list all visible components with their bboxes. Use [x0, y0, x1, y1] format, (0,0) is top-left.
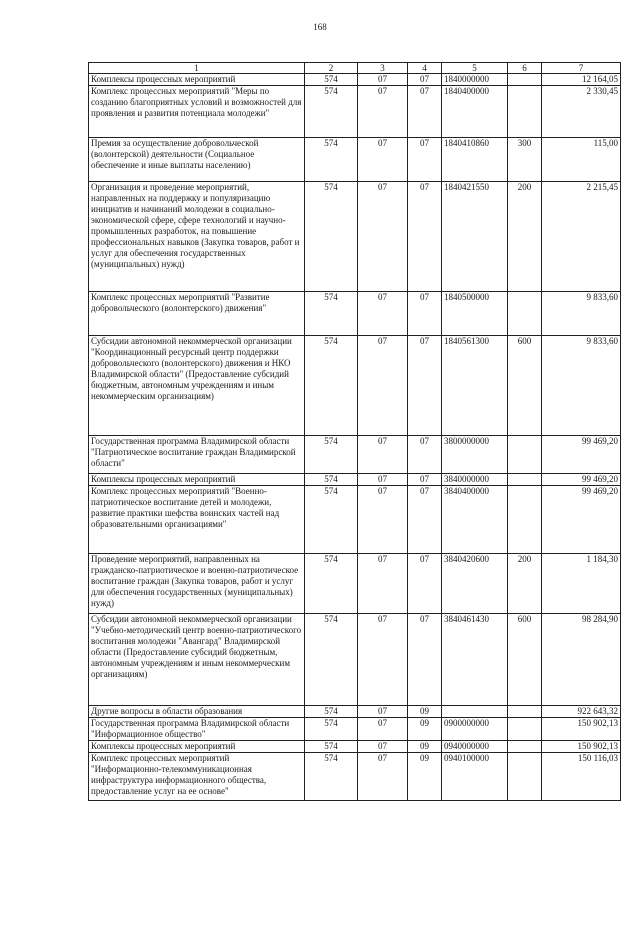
expense-type-code: [508, 436, 542, 474]
expense-type-code: [508, 718, 542, 741]
target-article-code: 3800000000: [442, 436, 508, 474]
table-row: [89, 486, 621, 554]
subsection-code: 07: [408, 74, 442, 86]
ministry-code: 574: [305, 486, 358, 554]
subsection-code: 07: [408, 474, 442, 486]
subsection-code: 07: [408, 614, 442, 706]
table-row: [89, 138, 621, 182]
section-code: 07: [358, 436, 408, 474]
table-row: [89, 336, 621, 436]
expense-type-code: [508, 86, 542, 138]
ministry-code: 574: [305, 741, 358, 753]
ministry-code: 574: [305, 554, 358, 614]
table-row: [89, 706, 621, 718]
table-row: [89, 74, 621, 86]
row-name: Субсидии автономной некоммерческой организации "Учебно-методический центр военно-патриотического воспитания молодежи "Авангард" Владимирской области (Предоставление субсидий бюджетным, автономным учреждениям и иным некоммерческим организациям): [89, 614, 305, 706]
subsection-code: 09: [408, 706, 442, 718]
section-code: 07: [358, 86, 408, 138]
section-code: 07: [358, 718, 408, 741]
subsection-code: 07: [408, 436, 442, 474]
table-row: [89, 614, 621, 706]
amount-value: 99 469,20: [542, 486, 621, 554]
row-name: Другие вопросы в области образования: [89, 706, 305, 718]
section-code: 07: [358, 138, 408, 182]
ministry-code: 574: [305, 706, 358, 718]
section-code: 07: [358, 486, 408, 554]
ministry-code: 574: [305, 753, 358, 801]
column-header: 6: [508, 63, 542, 74]
row-name: Организация и проведение мероприятий, направленных на поддержку и популяризацию инициатив и начинаний молодежи в социально-экономической сфере, сфере технологий и научно-промышленных разработок, на повышение профессиональных навыков (Закупка товаров, работ и услуг для обеспечения государственных (муниципальных) нужд): [89, 182, 305, 292]
ministry-code: 574: [305, 718, 358, 741]
section-code: 07: [358, 706, 408, 718]
amount-value: 922 643,32: [542, 706, 621, 718]
expense-type-code: [508, 74, 542, 86]
ministry-code: 574: [305, 138, 358, 182]
row-name: Проведение мероприятий, направленных на гражданско-патриотическое и военно-патриотическое воспитание граждан (Закупка товаров, работ и услуг для обеспечения государственных (муниципальных) нужд): [89, 554, 305, 614]
target-article-code: 1840400000: [442, 86, 508, 138]
row-name: Комплексы процессных мероприятий: [89, 74, 305, 86]
column-header: 5: [442, 63, 508, 74]
subsection-code: 07: [408, 336, 442, 436]
target-article-code: 3840420600: [442, 554, 508, 614]
budget-table: [88, 62, 621, 801]
row-name: Комплекс процессных мероприятий "Военно-патриотическое воспитание детей и молодежи, развитие практики шефства воинских частей над образовательными организациями": [89, 486, 305, 554]
row-name: Комплексы процессных мероприятий: [89, 741, 305, 753]
expense-type-code: [508, 753, 542, 801]
expense-type-code: 600: [508, 614, 542, 706]
target-article-code: [442, 706, 508, 718]
subsection-code: 07: [408, 86, 442, 138]
ministry-code: 574: [305, 474, 358, 486]
amount-value: 99 469,20: [542, 436, 621, 474]
amount-value: 2 330,45: [542, 86, 621, 138]
expense-type-code: 200: [508, 182, 542, 292]
column-header: 1: [89, 63, 305, 74]
page-number: 168: [313, 22, 327, 32]
target-article-code: 0940100000: [442, 753, 508, 801]
table-row: [89, 436, 621, 474]
amount-value: 150 902,13: [542, 741, 621, 753]
column-header: 2: [305, 63, 358, 74]
ministry-code: 574: [305, 336, 358, 436]
amount-value: 99 469,20: [542, 474, 621, 486]
table-row: [89, 474, 621, 486]
section-code: 07: [358, 741, 408, 753]
section-code: 07: [358, 182, 408, 292]
row-name: Государственная программа Владимирской области "Патриотическое воспитание граждан Владимирской области": [89, 436, 305, 474]
row-name: Комплексы процессных мероприятий: [89, 474, 305, 486]
target-article-code: 3840000000: [442, 474, 508, 486]
subsection-code: 07: [408, 138, 442, 182]
target-article-code: 1840421550: [442, 182, 508, 292]
target-article-code: 0900000000: [442, 718, 508, 741]
amount-value: 9 833,60: [542, 336, 621, 436]
subsection-code: 07: [408, 554, 442, 614]
amount-value: 12 164,05: [542, 74, 621, 86]
expense-type-code: [508, 292, 542, 336]
row-name: Государственная программа Владимирской области "Информационное общество": [89, 718, 305, 741]
row-name: Комплекс процессных мероприятий "Информационно-телекоммуникационная инфраструктура информационного общества, предоставление услуг на ее основе": [89, 753, 305, 801]
table-row: [89, 753, 621, 801]
section-code: 07: [358, 753, 408, 801]
target-article-code: 1840500000: [442, 292, 508, 336]
ministry-code: 574: [305, 614, 358, 706]
table-row: [89, 292, 621, 336]
target-article-code: 3840400000: [442, 486, 508, 554]
table-row: [89, 718, 621, 741]
ministry-code: 574: [305, 74, 358, 86]
subsection-code: 09: [408, 718, 442, 741]
section-code: 07: [358, 554, 408, 614]
amount-value: 98 284,90: [542, 614, 621, 706]
target-article-code: 0940000000: [442, 741, 508, 753]
expense-type-code: 200: [508, 554, 542, 614]
amount-value: 115,00: [542, 138, 621, 182]
subsection-code: 07: [408, 292, 442, 336]
amount-value: 1 184,30: [542, 554, 621, 614]
expense-type-code: [508, 706, 542, 718]
subsection-code: 07: [408, 486, 442, 554]
expense-type-code: [508, 474, 542, 486]
expense-type-code: 600: [508, 336, 542, 436]
amount-value: 9 833,60: [542, 292, 621, 336]
expense-type-code: 300: [508, 138, 542, 182]
section-code: 07: [358, 292, 408, 336]
row-name: Комплекс процессных мероприятий "Меры по созданию благоприятных условий и возможностей для проявления и развития потенциала молодежи": [89, 86, 305, 138]
column-header: 7: [542, 63, 621, 74]
column-header: 3: [358, 63, 408, 74]
amount-value: 150 902,13: [542, 718, 621, 741]
ministry-code: 574: [305, 436, 358, 474]
row-name: Субсидии автономной некоммерческой организации "Координационный ресурсный центр поддержки добровольческого (волонтерского) движения и НКО Владимирской области" (Предоставление субсидий бюджетным, автономным учреждениям и иным некоммерческим организациям): [89, 336, 305, 436]
section-code: 07: [358, 336, 408, 436]
table-row: [89, 182, 621, 292]
row-name: Комплекс процессных мероприятий "Развитие добровольческого (волонтерского) движения": [89, 292, 305, 336]
subsection-code: 09: [408, 753, 442, 801]
header-row: [89, 63, 621, 74]
target-article-code: 1840000000: [442, 74, 508, 86]
target-article-code: 1840410860: [442, 138, 508, 182]
table-row: [89, 741, 621, 753]
expense-type-code: [508, 741, 542, 753]
section-code: 07: [358, 74, 408, 86]
amount-value: 2 215,45: [542, 182, 621, 292]
expense-type-code: [508, 486, 542, 554]
subsection-code: 07: [408, 182, 442, 292]
section-code: 07: [358, 474, 408, 486]
row-name: Премия за осуществление добровольческой (волонтерской) деятельности (Социальное обеспечение и иные выплаты населению): [89, 138, 305, 182]
ministry-code: 574: [305, 292, 358, 336]
target-article-code: 3840461430: [442, 614, 508, 706]
ministry-code: 574: [305, 182, 358, 292]
table-row: [89, 554, 621, 614]
table-row: [89, 86, 621, 138]
subsection-code: 09: [408, 741, 442, 753]
amount-value: 150 116,03: [542, 753, 621, 801]
target-article-code: 1840561300: [442, 336, 508, 436]
ministry-code: 574: [305, 86, 358, 138]
section-code: 07: [358, 614, 408, 706]
column-header: 4: [408, 63, 442, 74]
